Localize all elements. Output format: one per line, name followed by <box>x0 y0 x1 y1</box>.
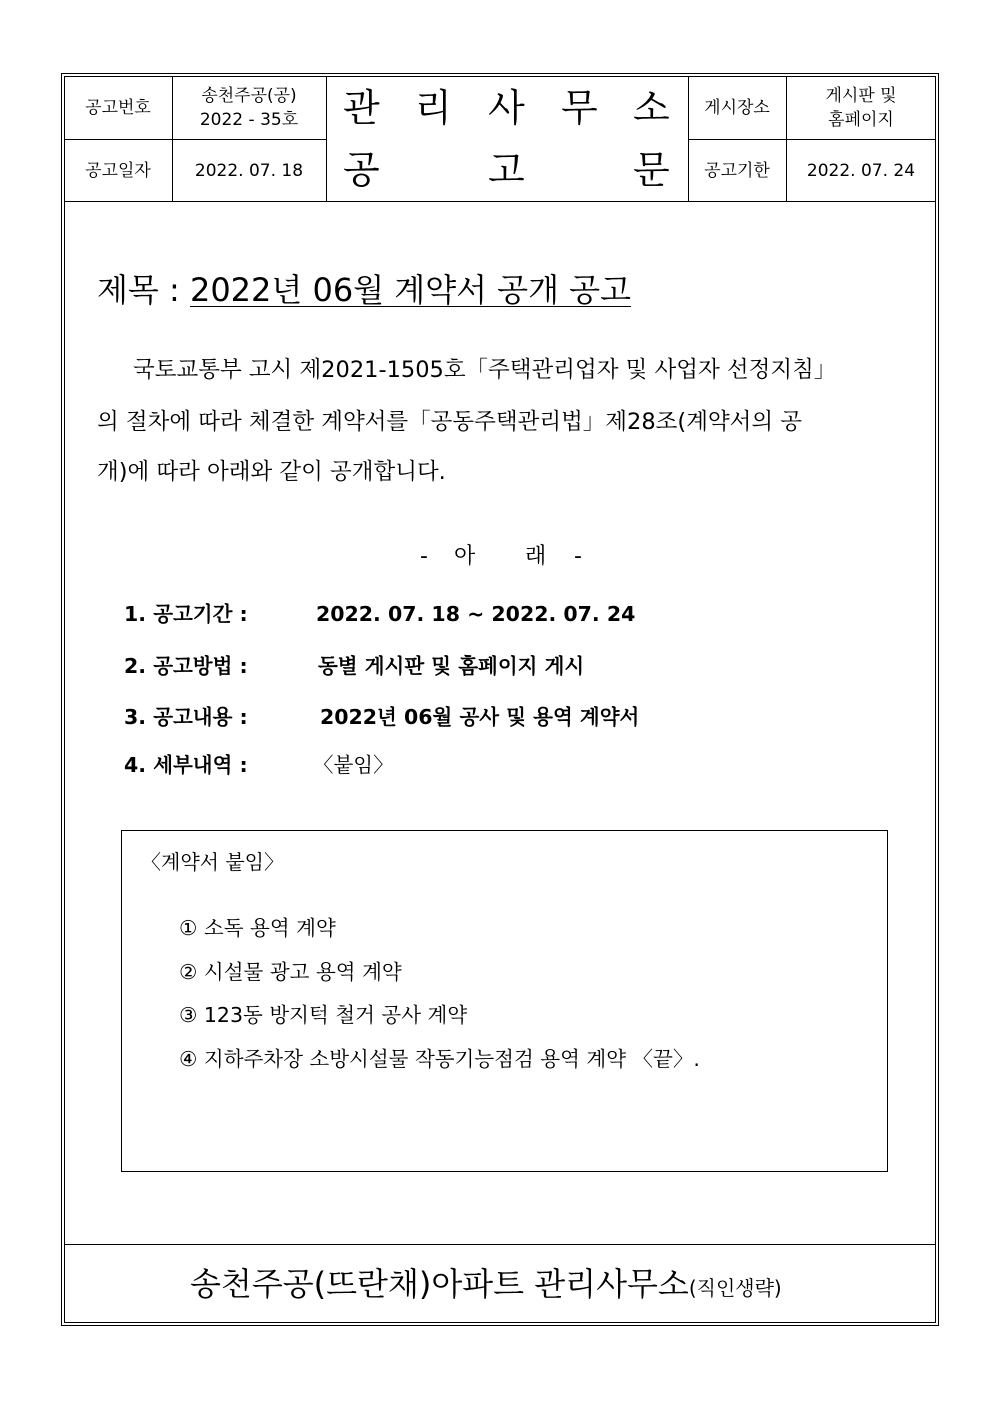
attachment-title: 〈계약서 붙임〉 <box>141 850 284 874</box>
deadline-label: 공고기한 <box>704 160 770 181</box>
notice-number-line2: 2022 - 35호 <box>199 109 299 130</box>
title-char: 고 <box>488 148 525 192</box>
item-value: 2022년 06월 공사 및 용역 계약서 <box>320 705 640 729</box>
item-value: 〈붙임〉 <box>313 753 394 777</box>
attachment-entry: ② 시설물 광고 용역 계약 <box>179 960 402 984</box>
header-bottom-line <box>64 201 936 202</box>
attachment-entry: ① 소독 용역 계약 <box>179 916 336 940</box>
body-line: 의 절차에 따라 체결한 계약서를「공동주택관리법」제28조(계약서의 공 <box>97 409 803 435</box>
footer-signature <box>190 1262 782 1310</box>
attachment-entry: ③ 123동 방지턱 철거 공사 계약 <box>179 1003 468 1027</box>
item-label: 3. 공고내용 : <box>124 705 248 729</box>
deadline-value: 2022. 07. 24 <box>806 160 916 181</box>
notice-number-label: 공고번호 <box>85 97 151 118</box>
title-char: 관 <box>343 86 380 130</box>
body-line: 국토교통부 고시 제2021-1505호「주택관리업자 및 사업자 선정지침」 <box>133 357 837 383</box>
notice-date-label: 공고일자 <box>85 160 151 181</box>
notice-number-value <box>172 76 326 139</box>
subject-prefix: 제목 : <box>97 271 190 309</box>
title-char: 무 <box>561 86 598 130</box>
ahrae-char: 래 <box>525 544 547 569</box>
subject-line <box>97 268 631 312</box>
header-col-line <box>326 76 327 201</box>
body-line: 개)에 따라 아래와 같이 공개합니다. <box>97 459 446 485</box>
item-value: 동별 게시판 및 홈페이지 게시 <box>318 654 585 678</box>
title-char: 사 <box>488 86 525 130</box>
attachment-entry: ④ 지하주차장 소방시설물 작동기능점검 용역 계약 〈끝〉. <box>179 1047 700 1071</box>
title-char: 공 <box>343 148 380 192</box>
ahrae-char: 아 <box>454 544 476 569</box>
footer-main: 송천주공(뜨란채)아파트 관리사무소 <box>190 1265 689 1303</box>
post-place-line2: 홈페이지 <box>828 109 894 130</box>
ahrae-dash: - <box>420 544 428 569</box>
item-label: 2. 공고방법 : <box>124 654 248 678</box>
title-char: 리 <box>415 86 452 130</box>
subject-text: 2022년 06월 계약서 공개 공고 <box>189 271 632 309</box>
item-label: 4. 세부내역 : <box>124 753 248 777</box>
title-char: 소 <box>633 86 670 130</box>
item-label: 1. 공고기간 : <box>124 602 248 626</box>
title-char: 문 <box>633 148 670 192</box>
post-place-line1: 게시판 및 <box>825 85 897 106</box>
post-place-label: 게시장소 <box>704 97 770 118</box>
item-value: 2022. 07. 18 ~ 2022. 07. 24 <box>316 602 636 626</box>
post-place-value <box>786 76 936 139</box>
notice-number-line1: 송천주공(공) <box>201 85 297 106</box>
notice-date-value: 2022. 07. 18 <box>194 160 304 181</box>
footer-divider <box>64 1244 936 1245</box>
footer-note: (직인생략) <box>688 1276 782 1300</box>
ahrae-dash: - <box>574 544 582 569</box>
